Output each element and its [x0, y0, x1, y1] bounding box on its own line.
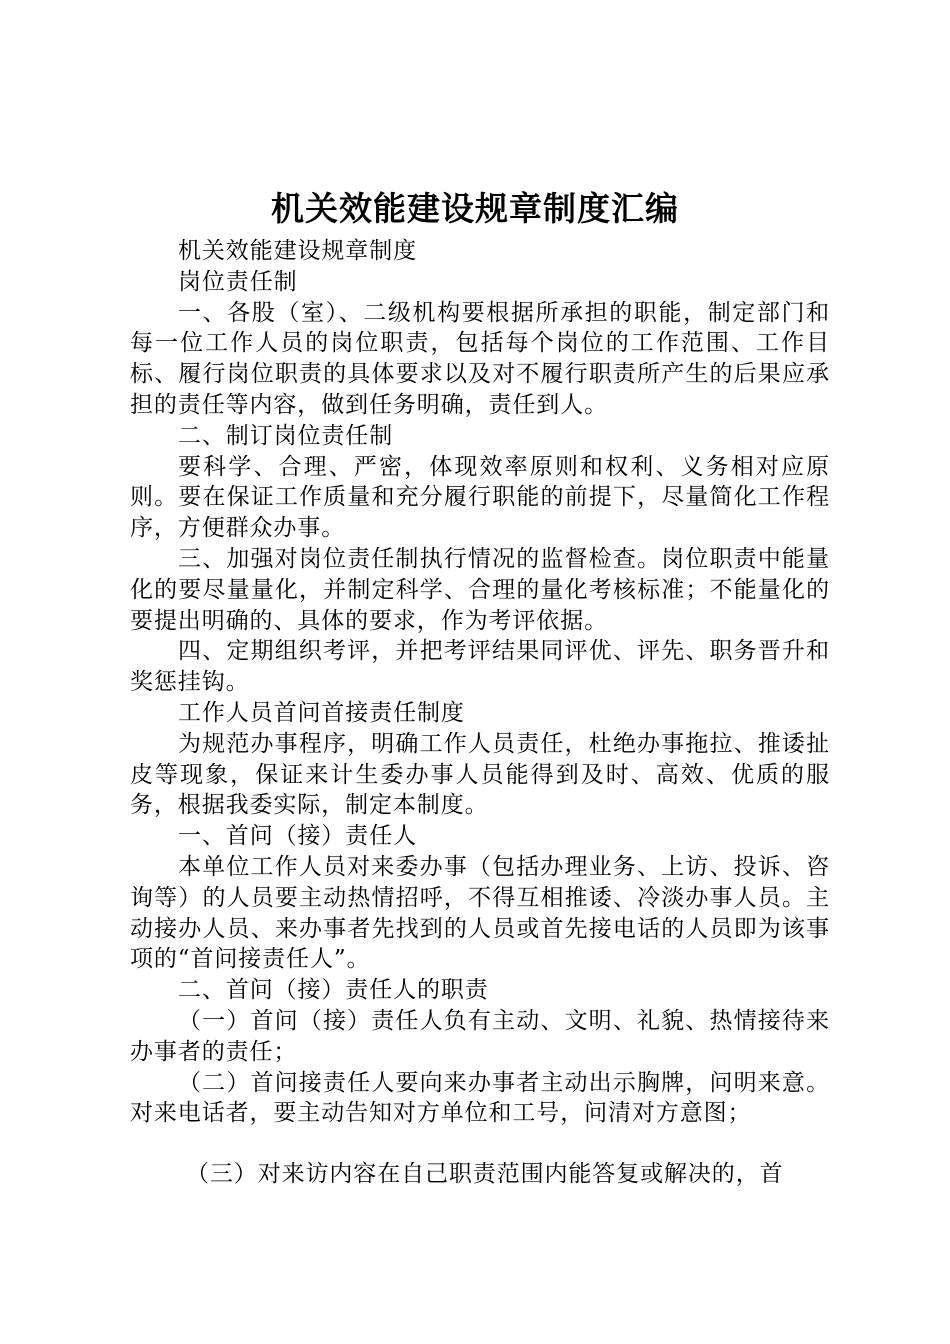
paragraph: （三）对来访内容在自己职责范围内能答复或解决的，首 — [186, 1161, 784, 1188]
paragraph: 要科学、合理、严密，体现效率原则和权利、义务相对应原则。要在保证工作质量和充分履行职能的前提下，尽量简化工作程序，方便群众办事。 — [130, 453, 830, 542]
paragraph: 三、加强对岗位责任制执行情况的监督检查。岗位职责中能量化的要尽量量化，并制定科学、合理的量化考核标准；不能量化的要提出明确的、具体的要求，作为考评依据。 — [130, 545, 830, 634]
paragraph-subtitle: 机关效能建设规章制度 — [178, 238, 417, 264]
paragraph-section-heading: 岗位责任制 — [178, 268, 298, 295]
paragraph: （二）首问接责任人要向来办事者主动出示胸牌，问明来意。对来电话者，要主动告知对方单位和工号，问清对方意图； — [130, 1069, 830, 1127]
paragraph: 为规范办事程序，明确工作人员责任，杜绝办事拖拉、推诿扯皮等现象，保证来计生委办事人员能得到及时、高效、优质的服务，根据我委实际，制定本制度。 — [130, 730, 830, 819]
paragraph-section-heading: 工作人员首问首接责任制度 — [178, 699, 465, 726]
document-body — [130, 236, 830, 1190]
paragraph: 二、首问（接）责任人的职责 — [178, 977, 489, 1004]
paragraph: 一、各股（室）、二级机构要根据所承担的职能，制定部门和每一位工作人员的岗位职责，包括每个岗位的工作范围、工作目标、履行岗位职责的具体要求以及对不履行职责所产生的后果应承担的责任等内容，做到任务明确，责任到人。 — [130, 299, 830, 418]
paragraph: 二、制订岗位责任制 — [178, 422, 394, 449]
document-title: 机关效能建设规章制度汇编 — [271, 189, 679, 228]
paragraph: 本单位工作人员对来委办事（包括办理业务、上访、投诉、咨询等）的人员要主动热情招呼，不得互相推诿、冷淡办事人员。主动接办人员、来办事者先找到的人员或首先接电话的人员即为该事项的“首问接责任人”。 — [130, 853, 830, 973]
paragraph: （一）首问（接）责任人负有主动、文明、礼貌、热情接待来办事者的责任； — [130, 1007, 830, 1065]
paragraph: 一、首问（接）责任人 — [178, 823, 417, 850]
paragraph: 四、定期组织考评，并把考评结果同评优、评先、职务晋升和奖惩挂钩。 — [130, 638, 830, 696]
